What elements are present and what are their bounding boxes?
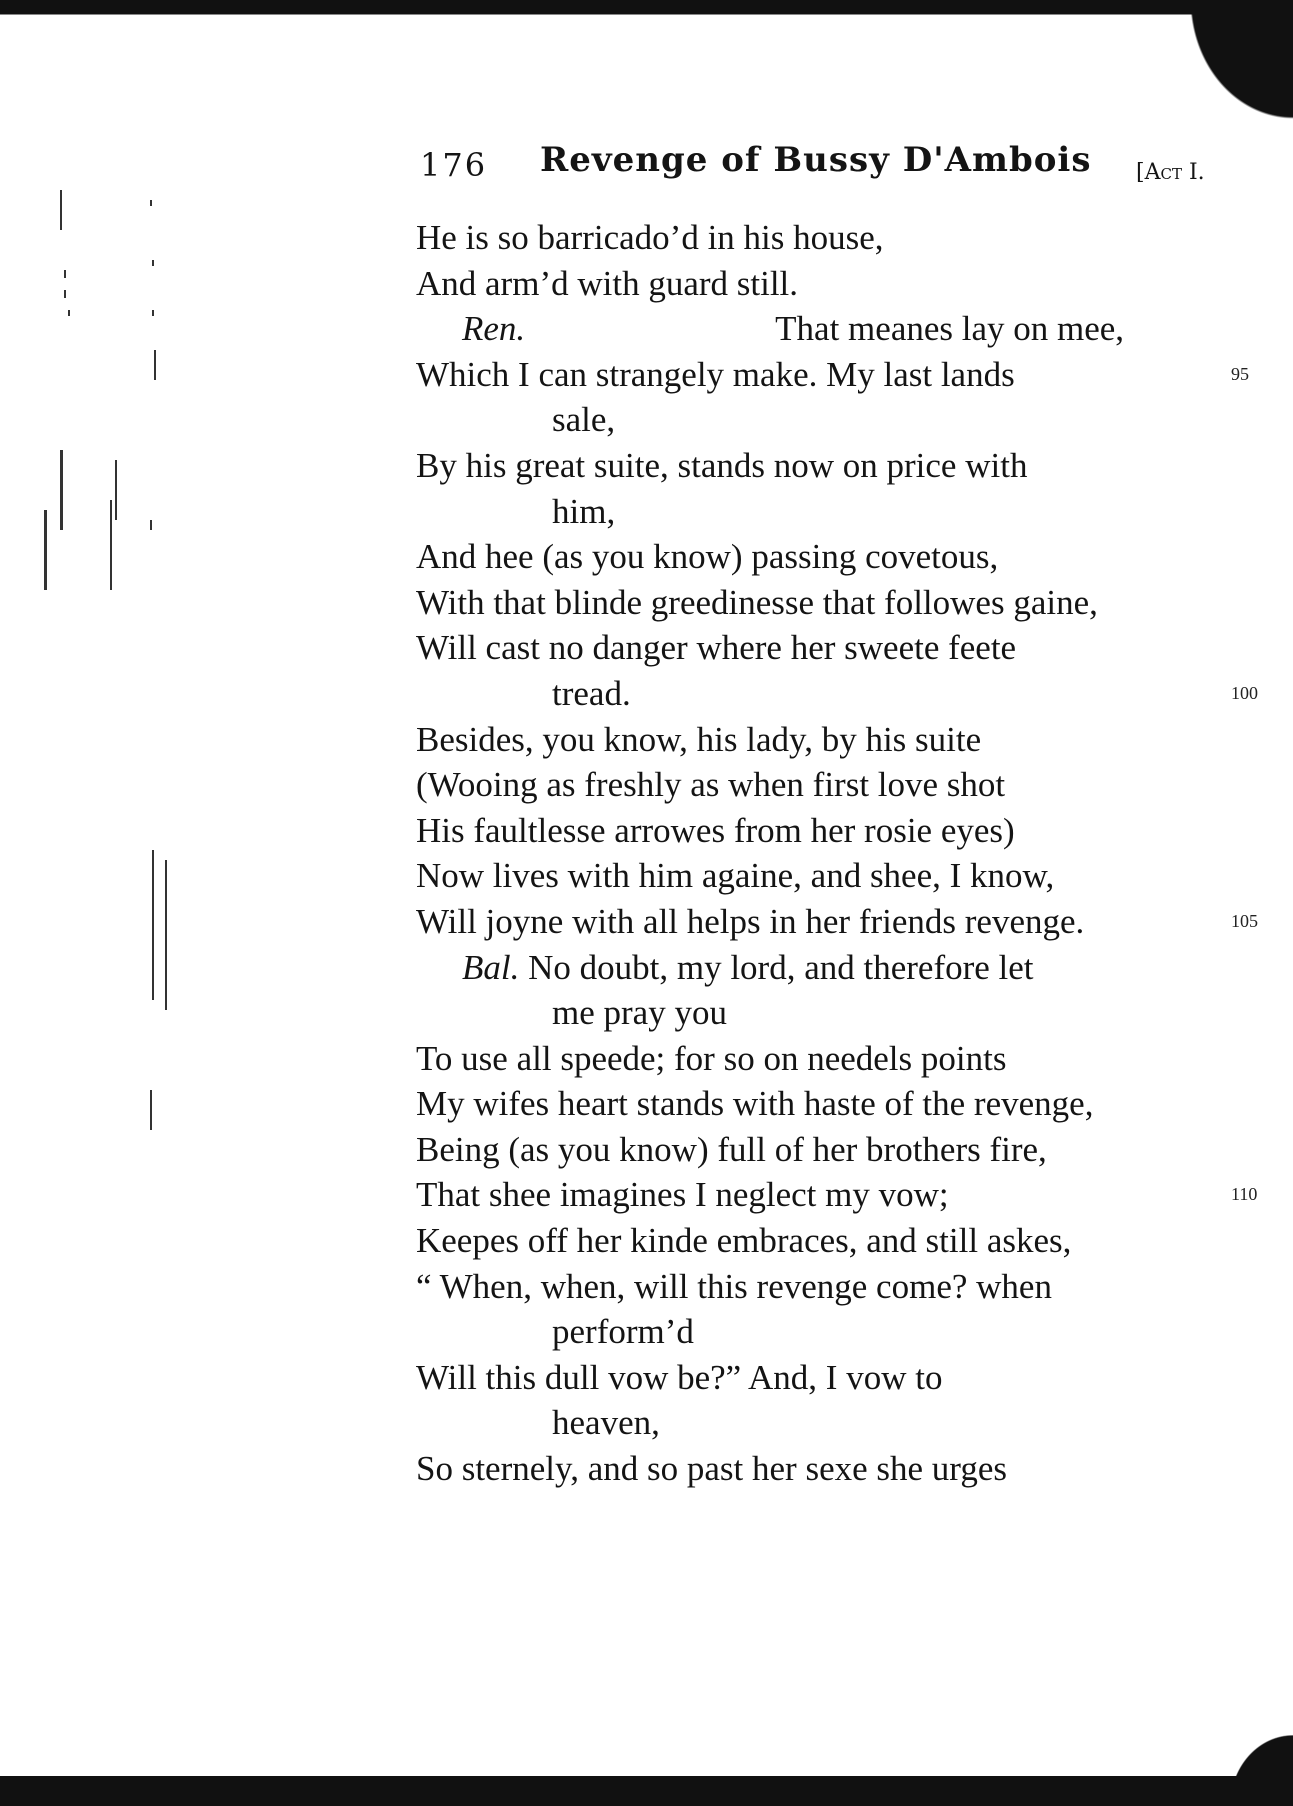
- speaker-label: Bal.: [462, 947, 520, 987]
- line-number: 100: [1231, 682, 1258, 703]
- verse-line: By his great suite, stands now on price with: [416, 445, 1028, 485]
- act-label: [Act I.: [1136, 160, 1205, 185]
- verse-line-speech: Bal. No doubt, my lord, and therefore let: [462, 947, 1034, 987]
- verse-line: He is so barricado’d in his house,: [416, 218, 884, 257]
- verse-line: Being (as you know) full of her brothers fire,: [416, 1129, 1047, 1169]
- line-number: 110: [1231, 1184, 1258, 1205]
- verse-line: To use all speede; for so on needels points: [416, 1038, 1007, 1078]
- running-title: Revenge of Bussy D'Ambois: [540, 140, 1092, 180]
- page-number: 176: [420, 146, 488, 184]
- line-number: 95: [1231, 363, 1249, 384]
- verse-line-speech: Ren. That meanes lay on mee,: [462, 309, 1125, 349]
- verse-line-continuation: him,: [552, 491, 616, 531]
- verse-line: Keepes off her kinde embraces, and still askes,: [416, 1221, 1072, 1261]
- scan-edge-bottom: [0, 1776, 1293, 1806]
- verse-line-continuation: me pray you: [552, 993, 727, 1033]
- line-number: 105: [1231, 910, 1258, 931]
- show-through-marks: [20, 160, 180, 1280]
- verse-line: (Wooing as freshly as when first love shot: [416, 765, 1006, 805]
- verse-line: Which I can strangely make. My last lands 95: [416, 352, 1236, 398]
- verse-line: With that blinde greedinesse that followes gaine,: [416, 582, 1098, 622]
- verse-line: Will this dull vow be?” And, I vow to: [416, 1357, 943, 1397]
- verse-line-continuation: sale,: [552, 400, 616, 440]
- scan-edge-top: [0, 0, 1293, 60]
- scan-edge-corner: [1163, 0, 1293, 150]
- verse-line: And arm’d with guard still.: [416, 263, 799, 303]
- verse-line: My wifes heart stands with haste of the revenge,: [416, 1084, 1094, 1124]
- verse-line: And hee (as you know) passing covetous,: [416, 537, 999, 577]
- verse-line-continuation: heaven,: [552, 1403, 660, 1443]
- verse-text: [416, 215, 1258, 1492]
- speaker-label: Ren.: [462, 309, 526, 349]
- verse-line-continuation: tread. 100: [416, 671, 1236, 717]
- verse-line: Now lives with him againe, and shee, I know,: [416, 856, 1055, 896]
- verse-line-continuation: perform’d: [552, 1312, 694, 1352]
- scan-edge-corner-bottom: [1213, 1716, 1293, 1806]
- page-header: [420, 140, 1240, 200]
- verse-line: “ When, when, will this revenge come? when: [416, 1266, 1052, 1306]
- verse-line: His faultlesse arrowes from her rosie eyes): [416, 810, 1015, 850]
- verse-line: That shee imagines I neglect my vow; 110: [416, 1172, 1236, 1218]
- verse-line: Besides, you know, his lady, by his suite: [416, 719, 982, 759]
- verse-line: Will joyne with all helps in her friends revenge. 105: [416, 899, 1236, 945]
- verse-line: So sternely, and so past her sexe she urges: [416, 1449, 1007, 1489]
- verse-line: Will cast no danger where her sweete feete: [416, 628, 1017, 668]
